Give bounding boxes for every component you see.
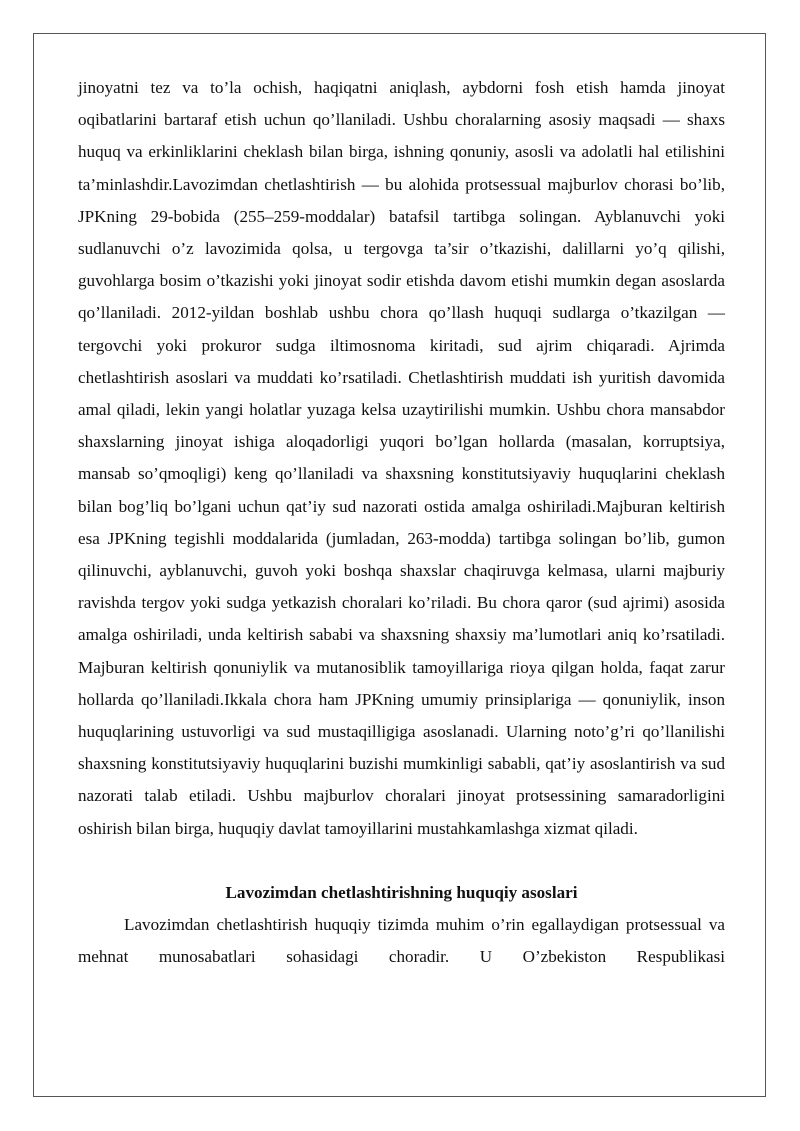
document-body (78, 72, 725, 973)
body-paragraph: jinoyatni tez va to’la ochish, haqiqatni aniqlash, aybdorni fosh etish hamda jinoyat oqibatlarini bartaraf etish uchun qo’llaniladi. Ushbu choralarning asosiy maqsadi — shaxs huquq va erkinliklarini cheklash bilan birga, ishning qonuniy, asosli va adolatli hal etilishini ta’minlashdir.Lavozimdan chetlashtirish — bu alohida protsessual majburlov chorasi bo’lib, JPKning 29-bobida (255–259-moddalar) batafsil tartibga solingan. Ayblanuvchi yoki sudlanuvchi o’z lavozimida qolsa, u tergovga ta’sir o’tkazishi, dalillarni yo’q qilishi, guvohlarga bosim o’tkazishi yoki jinoyat sodir etishda davom etishi mumkin degan asoslarda qo’llaniladi. 2012-yildan boshlab ushbu chora qo’llash huquqi sudlarga o’tkazilgan — tergovchi yoki prokuror sudga iltimosnoma kiritadi, sud ajrim chiqaradi. Ajrimda chetlashtirish asoslari va muddati ko’rsatiladi. Chetlashtirish muddati ish yuritish davomida amal qiladi, lekin yangi holatlar yuzaga kelsa uzaytirilishi mumkin. Ushbu chora mansabdor shaxslarning jinoyat ishiga aloqadorligi yuqori bo’lgan hollarda (masalan, korruptsiya, mansab so’qmoqligi) keng qo’llaniladi va shaxsning konstitutsiyaviy huquqlarini cheklash bilan bog’liq bo’lgani uchun qat’iy sud nazorati ostida amalga oshiriladi.Majburan keltirish esa JPKning tegishli moddalarida (jumladan, 263-modda) tartibga solingan bo’lib, gumon qilinuvchi, ayblanuvchi, guvoh yoki boshqa shaxslar chaqiruvga kelmasa, ularni majburiy ravishda tergov yoki sudga yetkazish choralari ko’riladi. Bu chora qaror (sud ajrimi) asosida amalga oshiriladi, unda keltirish sababi va shaxsning shaxsiy ma’lumotlari aniq ko’rsatiladi. Majburan keltirish qonuniylik va mutanosiblik tamoyillariga rioya qilgan holda, faqat zarur hollarda qo’llaniladi.Ikkala chora ham JPKning umumiy prinsiplariga — qonuniylik, inson huquqlarining ustuvorligi va sud mustaqilligiga asoslanadi. Ularning noto’g’ri qo’llanilishi shaxsning konstitutsiyaviy huquqlarini buzishi mumkinligi sababli, qat’iy asoslantirish va sud nazorati talab etiladi. Ushbu majburlov choralari jinoyat protsessining samaradorligini oshirish bilan birga, huquqiy davlat tamoyillarini mustahkamlashga xizmat qiladi. (78, 78, 725, 838)
body-paragraph-continued: Lavozimdan chetlashtirish huquqiy tizimda muhim o’rin egallaydigan protsessual va mehnat munosabatlari sohasidagi choradir. U O’zbekiston Respublikasi (78, 915, 725, 967)
section-heading: Lavozimdan chetlashtirishning huquqiy asoslari (225, 882, 578, 902)
